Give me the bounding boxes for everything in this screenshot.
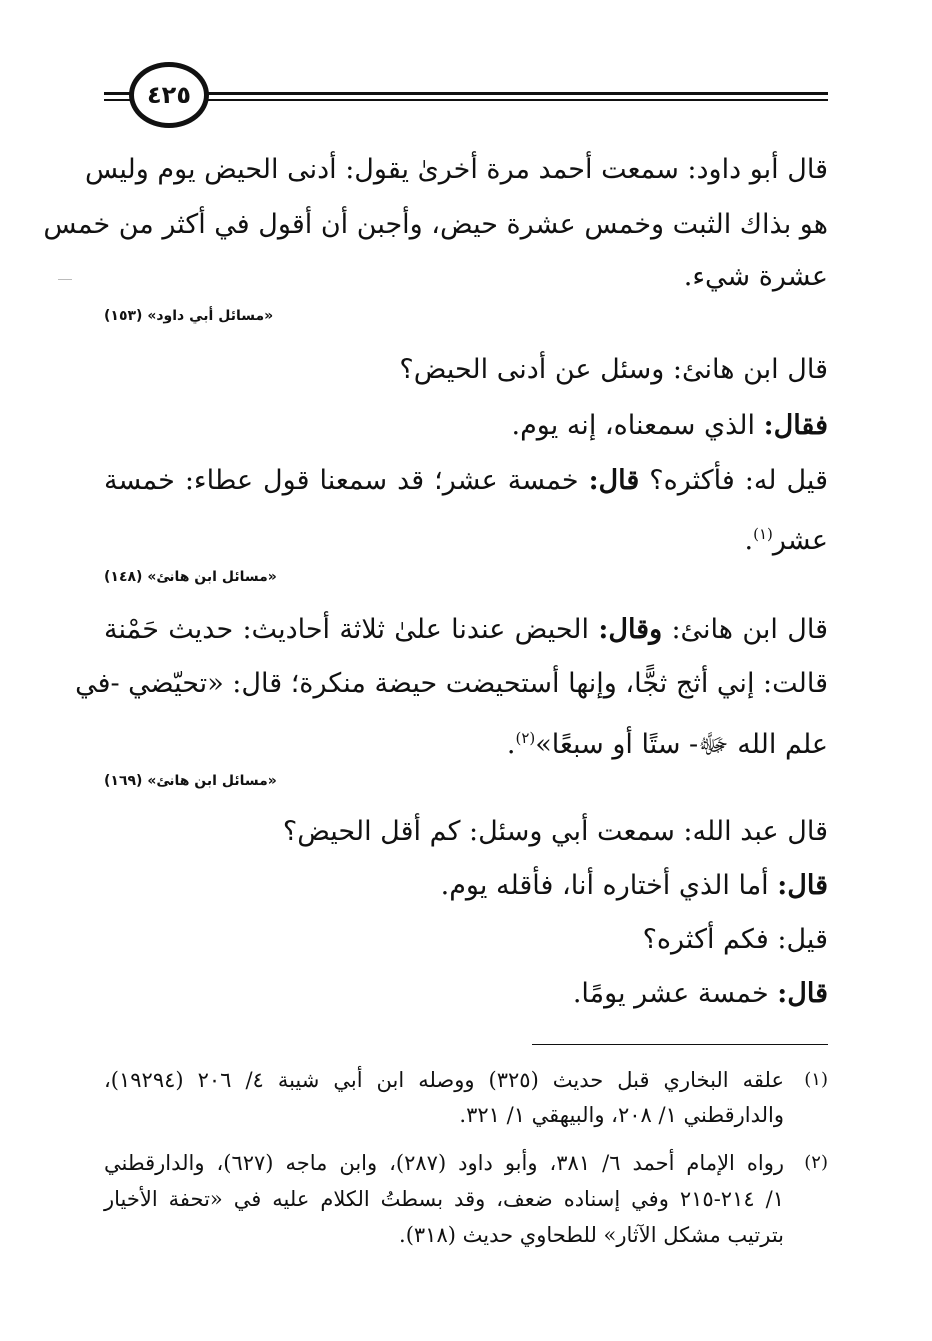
p2-line2 <box>511 406 828 446</box>
p4-line3: قيل: فكم أكثره؟ <box>642 924 828 955</box>
speaker-label: فقال: <box>763 410 828 441</box>
p2-line3-b: خمسة عشر؛ قد سمعنا قول عطاء: خمسة <box>104 465 589 496</box>
p4-line4-text: خمسة عشر يومًا. <box>572 978 778 1009</box>
footnote-1-line2: والدارقطني ١/ ٢٠٨، والبيهقي ١/ ٣٢١. <box>459 1103 784 1127</box>
p1-line2: هو بذاك الثبت وخمس عشرة حيض، وأجبن أن أقول في أكثر من خمس <box>43 209 828 240</box>
footnote-1-line1: علقه البخاري قبل حديث (٣٢٥) ووصله ابن أبي شيبة ٤/ ٢٠٦ (١٩٢٩٤)، <box>104 1068 784 1092</box>
p1-line1: قال أبو داود: سمعت أحمد مرة أخرىٰ يقول: أدنى الحيض يوم وليس <box>84 154 828 185</box>
p3-line1-b: الحيض عندنا علىٰ ثلاثة أحاديث: حديث حَمْنة <box>104 614 599 645</box>
p4-line2 <box>441 866 828 906</box>
p4-line1: قال عبد الله: سمعت أبي وسئل: كم أقل الحيض؟ <box>282 816 828 847</box>
p2-line4-end: . <box>744 525 754 556</box>
page-number-badge <box>129 62 209 128</box>
source-citation: «مسائل أبي داود» (١٥٣) <box>104 308 274 324</box>
page-number: ٤٢٥ <box>147 81 191 109</box>
p3-line3-end: . <box>506 729 516 760</box>
speaker-label: وقال: <box>598 614 663 645</box>
p3-line3 <box>507 718 828 765</box>
p2-line4 <box>745 514 828 561</box>
p4-line4 <box>573 974 828 1014</box>
p2-line3 <box>104 461 828 501</box>
speaker-label: قال: <box>588 465 640 496</box>
speaker-label: قال: <box>777 870 828 901</box>
footnote-2-line2: ١/ ٢١٤-٢١٥ وفي إسناده ضعف، وقد بسطتُ الكلام عليه في «تحفة الأخيار <box>104 1187 784 1211</box>
p2-line3-a: قيل له: فأكثره؟ <box>639 465 828 496</box>
footnote-number: (٢) <box>804 1152 828 1173</box>
margin-mark <box>58 279 72 280</box>
p3-line3-text: علم الله ﷻ- ستًا أو سبعًا» <box>535 729 828 760</box>
p2-line4-text: عشر <box>772 525 828 556</box>
p2-line1: قال ابن هانئ: وسئل عن أدنى الحيض؟ <box>399 354 828 385</box>
footnote-2-line3: بترتيب مشكل الآثار» للطحاوي حديث (٣١٨). <box>399 1223 784 1247</box>
p4-line2-text: أما الذي أختاره أنا، فأقله يوم. <box>440 870 778 901</box>
p3-line2: قالت: إني أثج ثجًّا، وإنها أستحيضت حيضة منكرة؛ قال: «تحيّضي -في <box>75 668 828 699</box>
source-citation: «مسائل ابن هانئ» (١٤٨) <box>104 569 277 585</box>
footnote-number: (١) <box>804 1069 828 1090</box>
footnote-ref-1: (١) <box>753 525 773 543</box>
p3-line1-a: قال ابن هانئ: <box>662 614 828 645</box>
footnote-2-line1: رواه الإمام أحمد ٦/ ٣٨١، وأبو داود (٢٨٧)، وابن ماجه (٦٢٧)، والدارقطني <box>104 1151 784 1175</box>
header-rule <box>104 92 828 95</box>
speaker-label: قال: <box>777 978 828 1009</box>
p3-line1 <box>104 610 828 650</box>
p2-line2-text: الذي سمعناه، إنه يوم. <box>511 410 764 441</box>
source-citation: «مسائل ابن هانئ» (١٦٩) <box>104 773 277 789</box>
footnote-ref-2: (٢) <box>515 729 536 747</box>
p1-line3: عشرة شيء. <box>683 261 828 292</box>
header-rule-thin <box>104 99 828 101</box>
footnote-separator <box>532 1044 828 1045</box>
